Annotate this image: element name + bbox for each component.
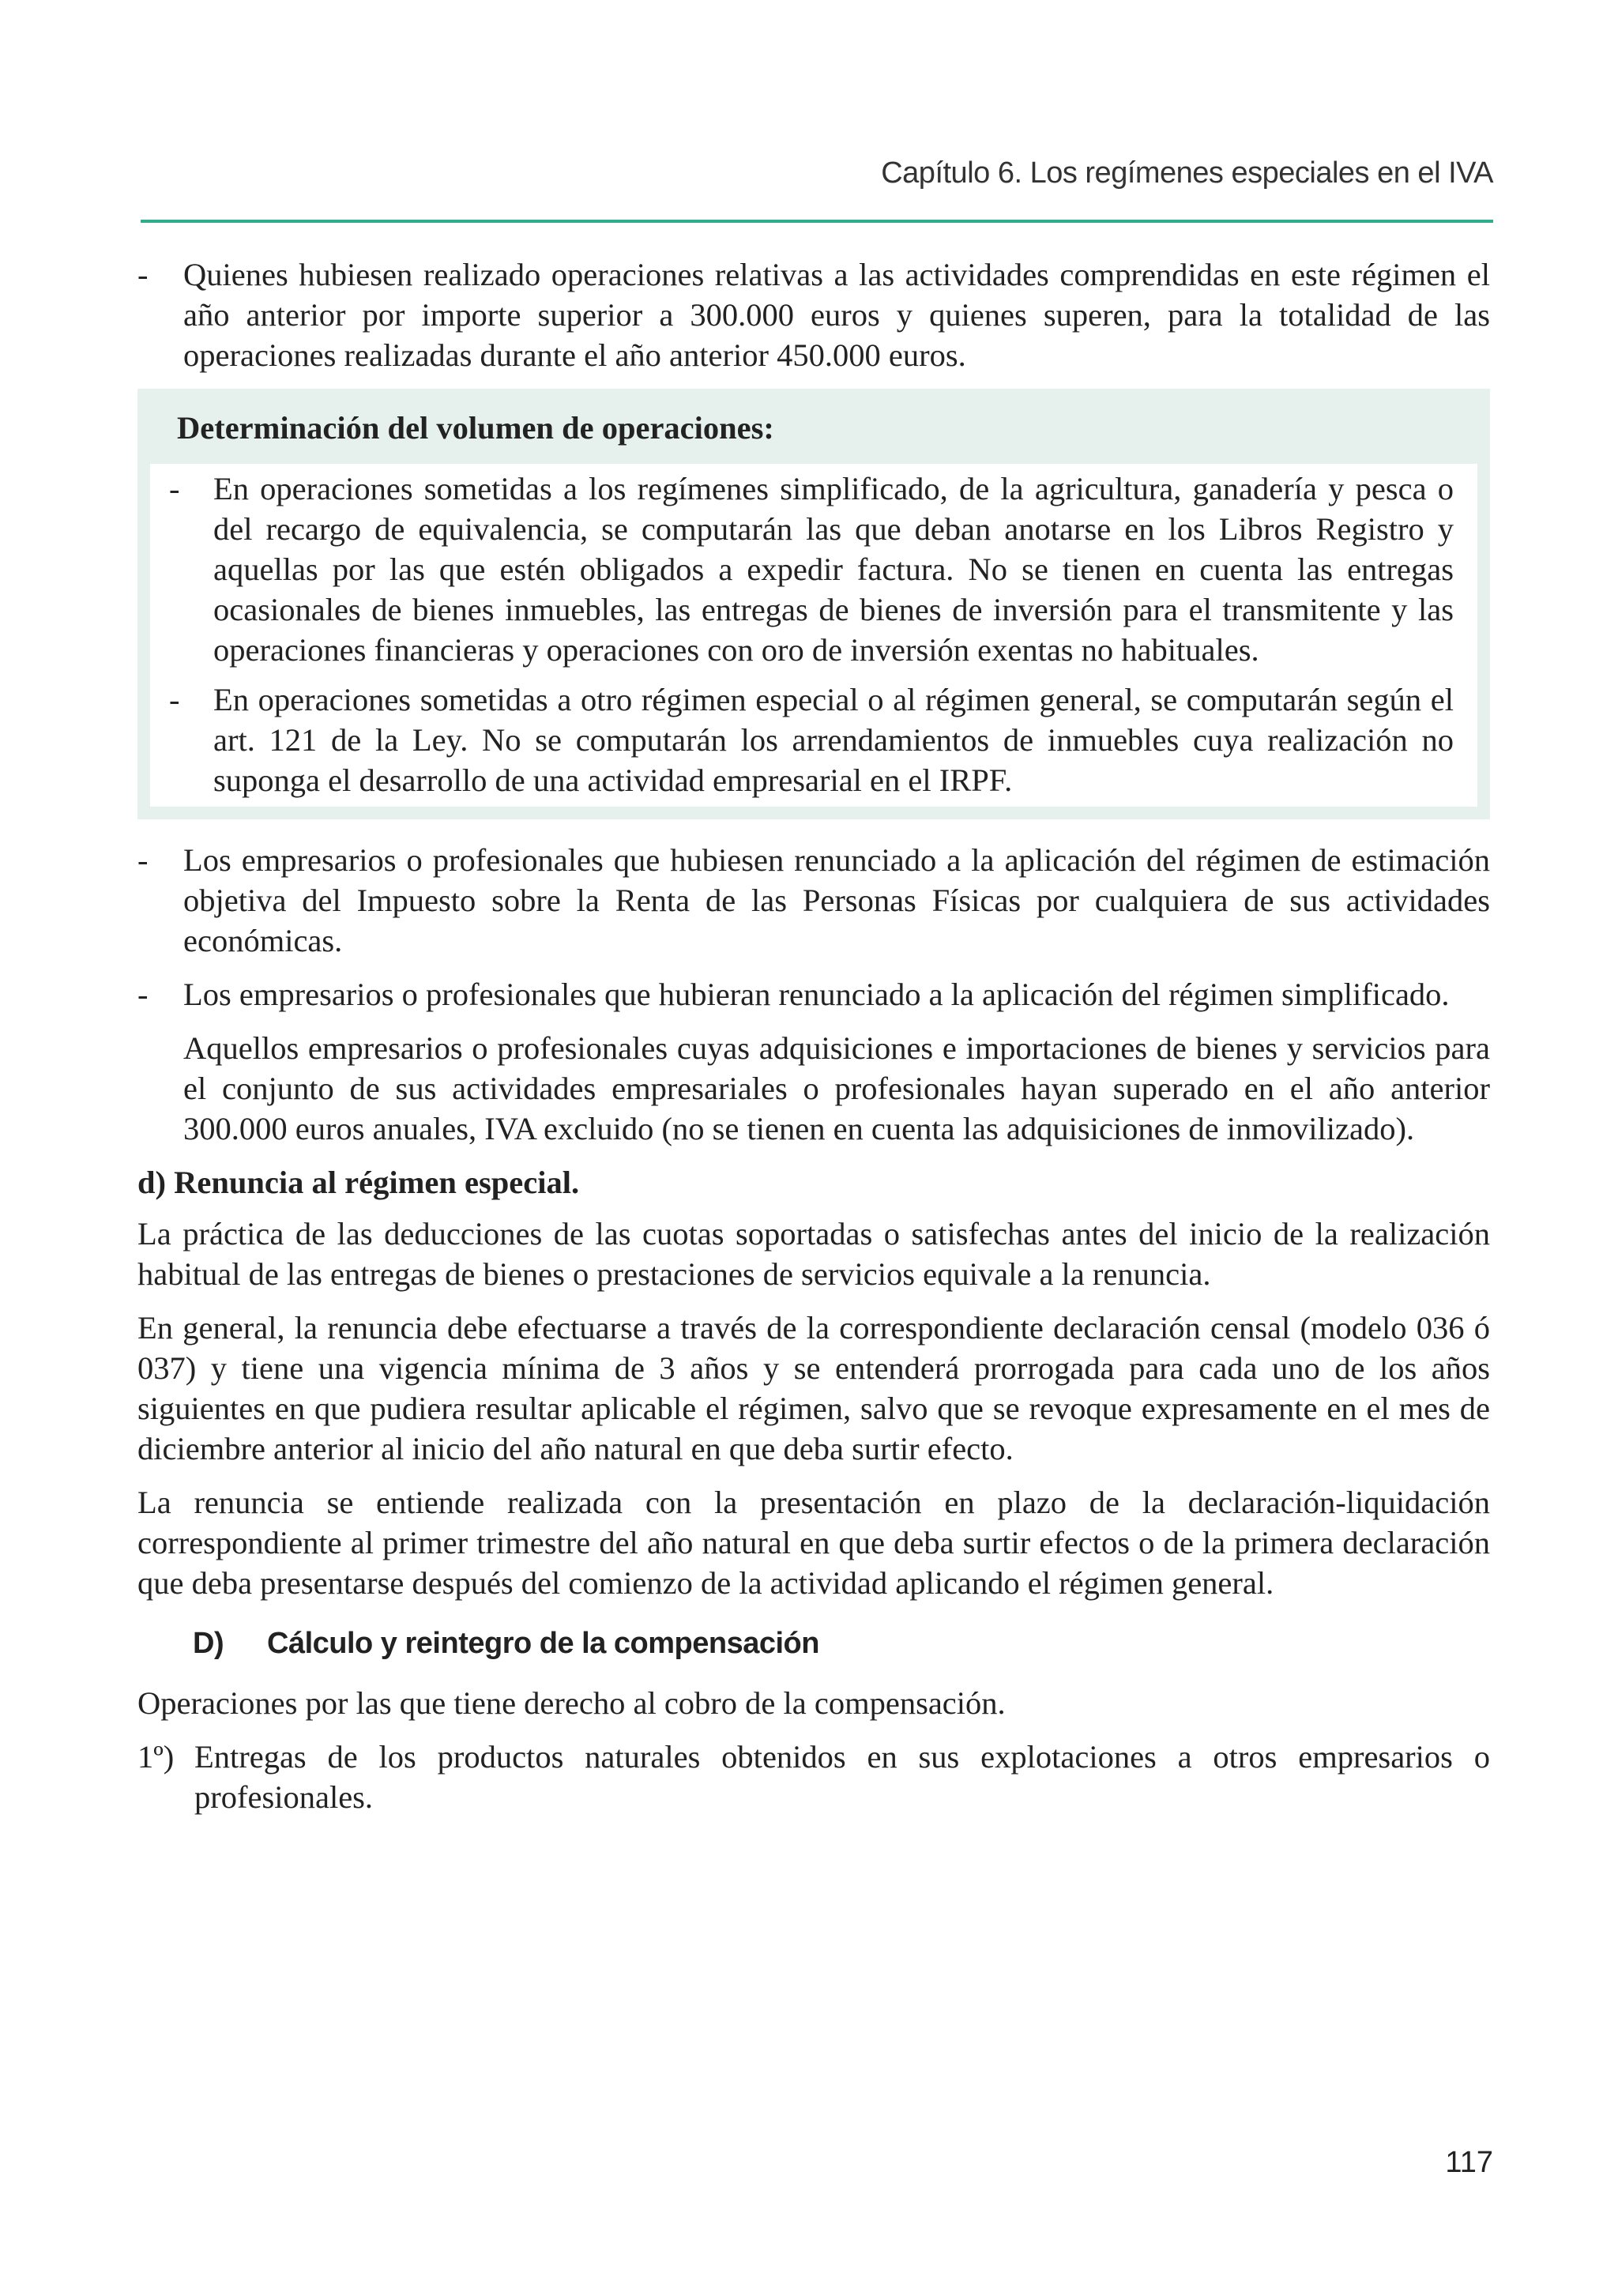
section-letter: D) <box>193 1627 224 1660</box>
bullet-item <box>137 840 1490 961</box>
bullet-marker: - <box>137 977 149 1012</box>
indented-paragraph: Aquellos empresarios o profesionales cuyas adquisiciones e importaciones de bienes y servicios para el conjunto de sus actividades empresariales o profesionales hayan superado en el año anterior 300.000 euros anuales, IVA excluido (no se tienen en cuenta las adquisiciones de inmovilizado). <box>183 1030 1490 1146</box>
bullet-item <box>137 254 1490 375</box>
page-content <box>137 254 1490 1831</box>
paragraph: Operaciones por las que tiene derecho al cobro de la compensación. <box>137 1685 1006 1721</box>
numbered-item <box>137 1737 1490 1817</box>
paragraph: La práctica de las deducciones de las cuotas soportadas o satisfechas antes del inicio de la realización habitual de las entregas de bienes o prestaciones de servicios equivale a la renuncia. <box>137 1216 1490 1292</box>
paragraph: En general, la renuncia debe efectuarse a través de la correspondiente declaración censal (modelo 036 ó 037) y tiene una vigencia mínima de 3 años y se entenderá prorrogada para cada uno de los años siguientes en que pudiera resultar aplicable el régimen, salvo que se revoque expresamente en el mes de diciembre anterior al inicio del año natural en que deba surtir efecto. <box>137 1310 1490 1466</box>
bullet-item <box>137 974 1490 1014</box>
running-header: Capítulo 6. Los regímenes especiales en el IVA <box>881 156 1493 190</box>
note-bullet-item <box>169 469 1454 670</box>
note-bullet-text: En operaciones sometidas a otro régimen especial o al régimen general, se computarán según el art. 121 de la Ley. No se computarán los arrendamientos de inmuebles cuya realización no suponga el desarrollo de una actividad empresarial en el IRPF. <box>213 682 1454 798</box>
page-number: 117 <box>1445 2146 1493 2179</box>
bullet-marker: - <box>169 682 180 717</box>
bullet-text: Los empresarios o profesionales que hubiesen renunciado a la aplicación del régimen de estimación objetiva del Impuesto sobre la Renta de las Personas Físicas por cualquiera de sus actividades económicas. <box>183 842 1490 958</box>
bullet-text: Quienes hubiesen realizado operaciones relativas a las actividades comprendidas en este régimen el año anterior por importe superior a 300.000 euros y quienes superen, para la totalidad de las operaciones realizadas durante el año anterior 450.000 euros. <box>183 257 1490 373</box>
bullet-text: Los empresarios o profesionales que hubieran renunciado a la aplicación del régimen simplificado. <box>183 977 1450 1012</box>
note-box-body <box>150 464 1477 807</box>
note-bullet-text: En operaciones sometidas a los regímenes simplificado, de la agricultura, ganadería y pesca o del recargo de equivalencia, se computarán las que deban anotarse en los Libros Registro y aquellas por las que estén obligados a expedir factura. No se tienen en cuenta las entregas ocasionales de bienes inmuebles, las entregas de bienes de inversión para el transmitente y las operaciones financieras y operaciones con oro de inversión exentas no habituales. <box>213 471 1454 668</box>
header-divider <box>141 220 1493 223</box>
note-box-title: Determinación del volumen de operaciones: <box>177 410 774 446</box>
bullet-marker: - <box>137 257 149 292</box>
note-bullet-item <box>169 679 1454 800</box>
section-title: Cálculo y reintegro de la compensación <box>267 1627 819 1660</box>
note-box <box>137 389 1490 819</box>
paragraph: La renuncia se entiende realizada con la presentación en plazo de la declaración-liquidación correspondiente al primer trimestre del año natural en que deba surtir efectos o de la primera declaración que deba presentarse después del comienzo de la actividad aplicando el régimen general. <box>137 1485 1490 1601</box>
subheading-renuncia: d) Renuncia al régimen especial. <box>137 1165 580 1200</box>
section-heading <box>193 1627 1490 1661</box>
bullet-marker: - <box>137 842 149 878</box>
numbered-marker: 1º) <box>137 1739 175 1775</box>
numbered-text: Entregas de los productos naturales obtenidos en sus explotaciones a otros empresarios o profesionales. <box>194 1739 1490 1815</box>
bullet-marker: - <box>169 471 180 506</box>
